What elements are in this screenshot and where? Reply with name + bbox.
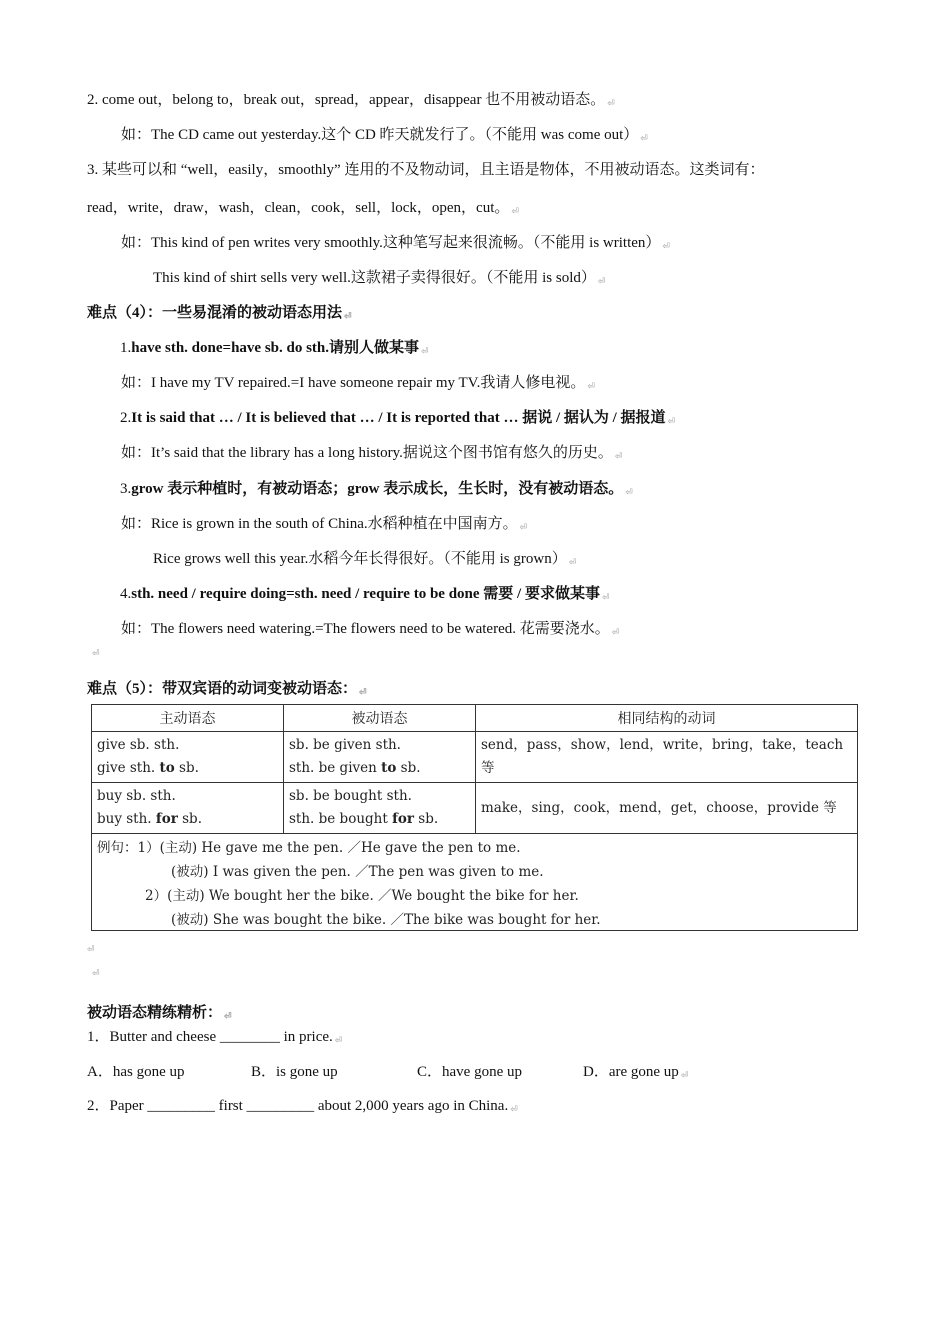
example-line: (被动) I was given the pen. ／The pen was given to me. [171, 864, 544, 880]
rule-3: 3. 某些可以和 “well，easily，smoothly” 连用的不及物动词，且主语是物体，不用被动语态。这类词有： [87, 162, 765, 178]
usage-2: 2.It is said that … / It is believed that … / It is reported that … 据说 / 据认为 / 据报道 ⏎ [120, 410, 676, 426]
rule-3-example-1: 如：This kind of pen writes very smoothly.这种笔写起来很流畅。（不能用 is written） ⏎ [121, 235, 670, 251]
paragraph-mark: ⏎ [87, 944, 95, 954]
examples-row [92, 834, 858, 931]
option-c: C．have gone up [417, 1064, 522, 1080]
examples-box [92, 834, 857, 930]
cell-passive: sb. be bought sth. sth. be bought for sb. [284, 783, 476, 834]
cell-verbs: make，sing，cook，mend，get，choose，provide 等 [476, 783, 858, 834]
practice-heading: 被动语态精练精析： ⏎ [87, 1005, 232, 1021]
option-d: D．are gone up ⏎ [583, 1064, 689, 1080]
cell-active: give sb. sth. give sth. to sb. [92, 732, 284, 783]
cell-passive: sb. be given sth. sth. be given to sb. [284, 732, 476, 783]
table-row [92, 783, 858, 834]
option-b: B．is gone up [251, 1064, 338, 1080]
header-active: 主动语态 [92, 705, 284, 732]
double-object-table [91, 704, 858, 931]
header-verbs: 相同结构的动词 [476, 705, 858, 732]
header-passive: 被动语态 [284, 705, 476, 732]
usage-1: 1.have sth. done=have sb. do sth.请别人做某事 ⏎ [120, 340, 429, 356]
rule-2-example: 如：The CD came out yesterday.这个 CD 昨天就发行了。（不能用 was come out） ⏎ [121, 127, 648, 143]
table-header-row [92, 705, 858, 732]
cell-verbs: send，pass，show，lend，write，bring，take，teach 等 [476, 732, 858, 783]
usage-4: 4.sth. need / require doing=sth. need / require to be done 需要 / 要求做某事 ⏎ [120, 586, 610, 602]
question-1: 1．Butter and cheese ________ in price. ⏎ [87, 1029, 343, 1045]
section-heading-5: 难点（5）：带双宾语的动词变被动语态： ⏎ [87, 681, 367, 697]
rule-3-verbs: read，write，draw，wash，clean，cook，sell，lock，open，cut。 ⏎ [87, 200, 519, 216]
usage-1-example: 如：I have my TV repaired.=I have someone repair my TV.我请人修电视。 ⏎ [121, 375, 595, 391]
usage-3: 3.grow 表示种植时，有被动语态；grow 表示成长，生长时，没有被动语态。 ⏎ [120, 481, 633, 497]
example-line: 2）(主动) We bought her the bike. ／We bought the bike for her. [145, 888, 579, 904]
example-line: (被动) She was bought the bike. ／The bike was bought for her. [171, 912, 601, 928]
usage-4-example: 如：The flowers need watering.=The flowers need to be watered. 花需要浇水。 ⏎ [121, 621, 620, 637]
usage-3-example-1: 如：Rice is grown in the south of China.水稻种植在中国南方。 ⏎ [121, 516, 528, 532]
table-row [92, 732, 858, 783]
cell-active: buy sb. sth. buy sth. for sb. [92, 783, 284, 834]
rule-2: 2. come out，belong to，break out，spread，appear，disappear 也不用被动语态。 ⏎ [87, 92, 615, 108]
usage-3-example-2: Rice grows well this year.水稻今年长得很好。（不能用 is grown） ⏎ [153, 551, 577, 567]
usage-2-example: 如：It’s said that the library has a long history.据说这个图书馆有悠久的历史。 ⏎ [121, 445, 623, 461]
paragraph-mark: ⏎ [92, 968, 100, 978]
paragraph-mark: ⏎ [92, 648, 100, 658]
section-heading-4: 难点（4）：一些易混淆的被动语态用法 ⏎ [87, 305, 352, 321]
rule-3-example-2: This kind of shirt sells very well.这款裙子卖得很好。（不能用 is sold） ⏎ [153, 270, 606, 286]
option-a: A．has gone up [87, 1064, 185, 1080]
question-2: 2．Paper _________ first _________ about 2,000 years ago in China. ⏎ [87, 1098, 518, 1114]
example-line: 例句：1）(主动) He gave me the pen. ／He gave the pen to me. [97, 840, 521, 856]
